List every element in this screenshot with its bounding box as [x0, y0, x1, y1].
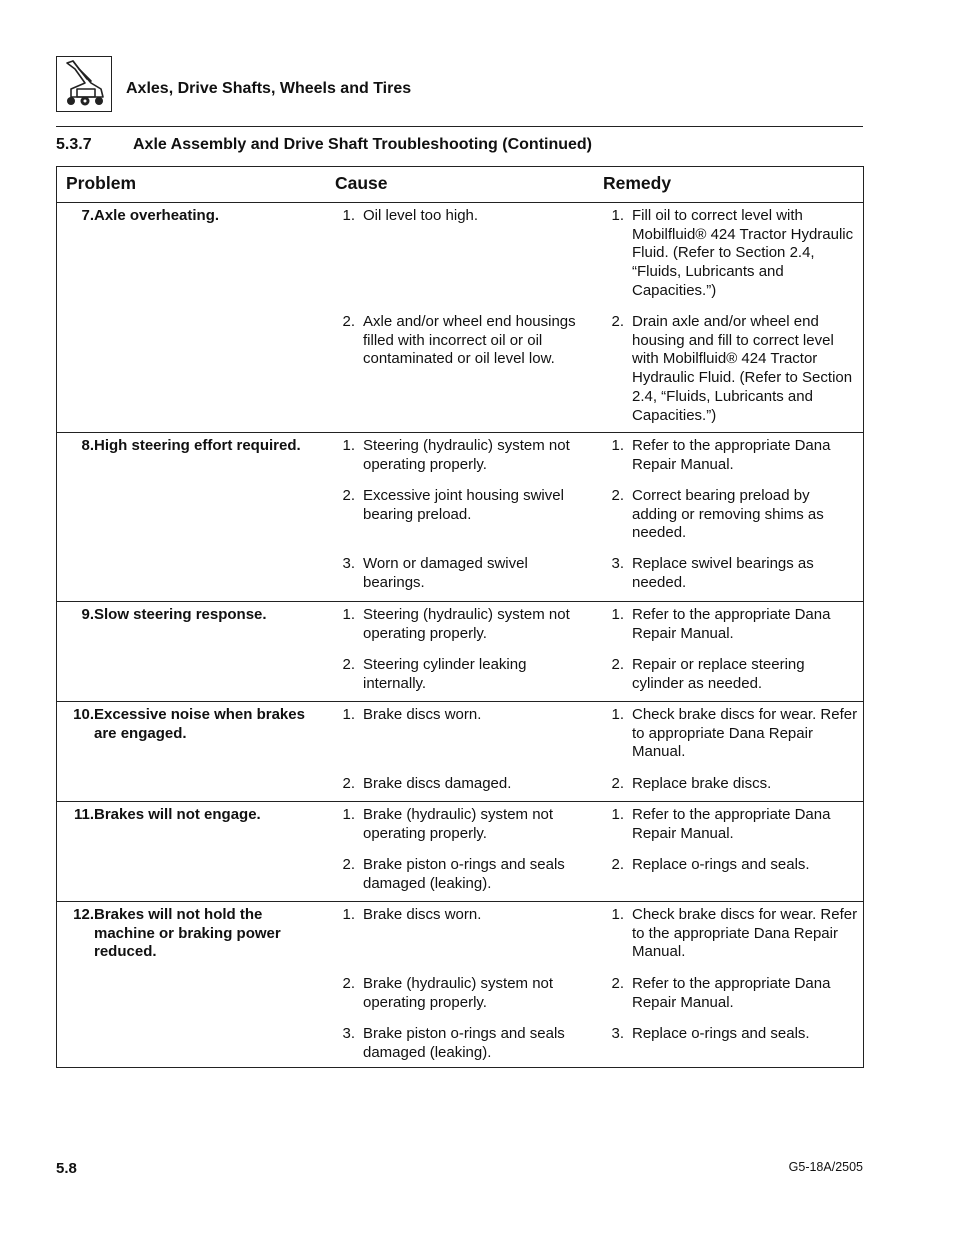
header-divider [56, 126, 863, 127]
table-row [57, 802, 863, 902]
table-row [57, 902, 863, 1068]
problem-cell: 12. Brakes will not hold the machine or braking power reduced. [73, 906, 281, 961]
remedy-item: 1. Check brake discs for wear. Refer to the appropriate Dana Repair Manual. [611, 906, 858, 961]
table-row [57, 702, 863, 802]
remedy-item: 2. Correct bearing preload by adding or removing shims as needed. [611, 487, 824, 542]
cause-item: 1. Oil level too high. [342, 207, 479, 224]
remedy-item: 2. Replace brake discs. [611, 775, 772, 792]
remedy-item: 1. Refer to the appropriate Dana Repair Manual. [611, 437, 831, 473]
problem-cell: 8. High steering effort required. [81, 437, 301, 454]
cause-column-header: Cause [335, 173, 388, 193]
problem-cell: 9. Slow steering response. [81, 606, 267, 623]
cause-item: 1. Brake discs worn. [342, 706, 482, 723]
cause-item: 1. Steering (hydraulic) system not operating properly. [342, 606, 570, 642]
cause-item: 1. Steering (hydraulic) system not operating properly. [342, 437, 570, 473]
table-row [57, 203, 863, 433]
remedy-item: 2. Replace o-rings and seals. [611, 856, 810, 873]
remedy-item: 3. Replace o-rings and seals. [611, 1025, 810, 1042]
remedy-item: 1. Refer to the appropriate Dana Repair Manual. [611, 606, 831, 642]
remedy-item: 2. Repair or replace steering cylinder as needed. [611, 656, 805, 692]
page-number: 5.8 [56, 1160, 77, 1177]
remedy-item: 2. Drain axle and/or wheel end housing and fill to correct level with Mobilfluid® 424 Tractor Hydraulic Fluid. (Refer to Section 2.4, “Fluids, Lubricants and Capacities.”) [611, 313, 853, 424]
table-row [57, 602, 863, 702]
cause-item: 3. Worn or damaged swivel bearings. [342, 555, 528, 591]
troubleshooting-table [56, 166, 864, 1068]
section-heading [56, 136, 592, 154]
section-number: 5.3.7 [56, 136, 92, 153]
cause-item: 2. Steering cylinder leaking internally. [342, 656, 527, 692]
remedy-item: 1. Fill oil to correct level with Mobilfluid® 424 Tractor Hydraulic Fluid. (Refer to Section 2.4, “Fluids, Lubricants and Capacities.”) [611, 207, 854, 299]
cause-item: 2. Brake discs damaged. [342, 775, 512, 792]
chapter-title: Axles, Drive Shafts, Wheels and Tires [126, 80, 412, 97]
remedy-column-header: Remedy [603, 173, 672, 193]
cause-item: 2. Excessive joint housing swivel bearing preload. [342, 487, 564, 523]
problem-cell: 11. Brakes will not engage. [73, 806, 261, 823]
cause-item: 2. Brake piston o-rings and seals damaged (leaking). [342, 856, 565, 892]
section-title: Axle Assembly and Drive Shaft Troubleshooting (Continued) [133, 136, 593, 153]
remedy-item: 3. Replace swivel bearings as needed. [611, 555, 814, 591]
problem-cell: 7. Axle overheating. [81, 207, 220, 224]
cause-item: 1. Brake discs worn. [342, 906, 482, 923]
problem-cell: 10. Excessive noise when brakes are engaged. [73, 706, 305, 742]
document-code: G5-18A/2505 [788, 1160, 863, 1174]
remedy-item: 1. Refer to the appropriate Dana Repair Manual. [611, 806, 831, 842]
table-header-row [57, 167, 863, 203]
cause-item: 3. Brake piston o-rings and seals damaged (leaking). [342, 1025, 565, 1061]
table-row [57, 433, 863, 602]
remedy-item: 1. Check brake discs for wear. Refer to appropriate Dana Repair Manual. [611, 706, 858, 761]
cause-item: 2. Brake (hydraulic) system not operating properly. [342, 975, 554, 1011]
cause-item: 1. Brake (hydraulic) system not operating properly. [342, 806, 554, 842]
problem-column-header: Problem [66, 173, 137, 193]
lift-machine-icon [56, 56, 112, 112]
cause-item: 2. Axle and/or wheel end housings filled with incorrect oil or oil contaminated or oil level low. [342, 313, 576, 368]
remedy-item: 2. Refer to the appropriate Dana Repair Manual. [611, 975, 831, 1011]
